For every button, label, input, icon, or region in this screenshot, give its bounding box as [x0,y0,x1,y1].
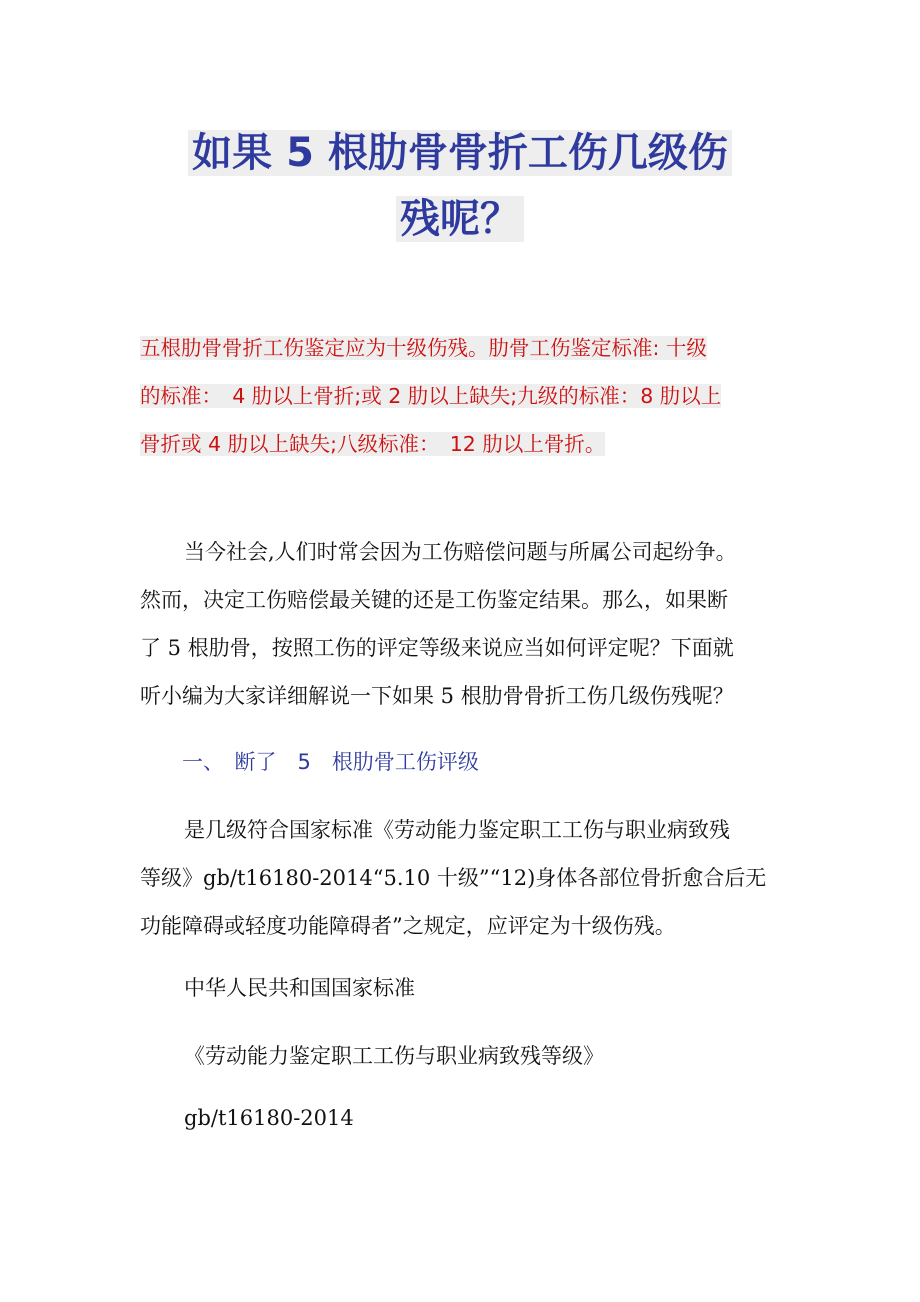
section-body-paragraph [140,806,800,950]
intro-line: 当今社会,人们时常会因为工伤赔偿问题与所属公司起纷争。 [184,540,737,564]
intro-line: 听小编为大家详细解说一下如果 5 根肋骨骨折工伤几级伤残呢？ [140,684,734,708]
page-title-line-1 [0,120,920,186]
standard-name: 《劳动能力鉴定职工工伤与职业病致残等级》 [184,1044,604,1068]
section-body-line: 是几级符合国家标准《劳动能力鉴定职工工伤与职业病致残 [184,818,730,842]
page-title-line-2 [0,186,920,252]
summary-line: 的标准： 4 肋以上骨折;或 2 肋以上缺失;九级的标准：8 肋以上 [140,384,722,408]
summary-paragraph [140,324,800,468]
summary-line: 五根肋骨骨折工伤鉴定应为十级伤残。肋骨工伤鉴定标准: 十级 [140,336,707,360]
section-heading: 一、 断了 5 根肋骨工伤评级 [182,750,479,774]
intro-paragraph [140,528,800,720]
summary-line: 骨折或 4 肋以上缺失;八级标准： 12 肋以上骨折。 [140,432,606,456]
section-body-line: 等级》gb/t16180-2014“5.10 十级”“12)身体各部位骨折愈合后无 [140,866,767,890]
intro-line: 然而，决定工伤赔偿最关键的还是工伤鉴定结果。那么，如果断 [140,588,728,612]
page-title-text-1: 如果 5 根肋骨骨折工伤几级伤 [188,130,732,176]
page-title-text-2: 残呢？ [396,196,524,242]
standard-org: 中华人民共和国国家标准 [184,976,415,1000]
standard-code: gb/t16180-2014 [184,1106,354,1130]
section-body-line: 功能障碍或轻度功能障碍者”之规定，应评定为十级伤残。 [140,914,676,938]
intro-line: 了 5 根肋骨，按照工伤的评定等级来说应当如何评定呢？下面就 [140,636,734,660]
